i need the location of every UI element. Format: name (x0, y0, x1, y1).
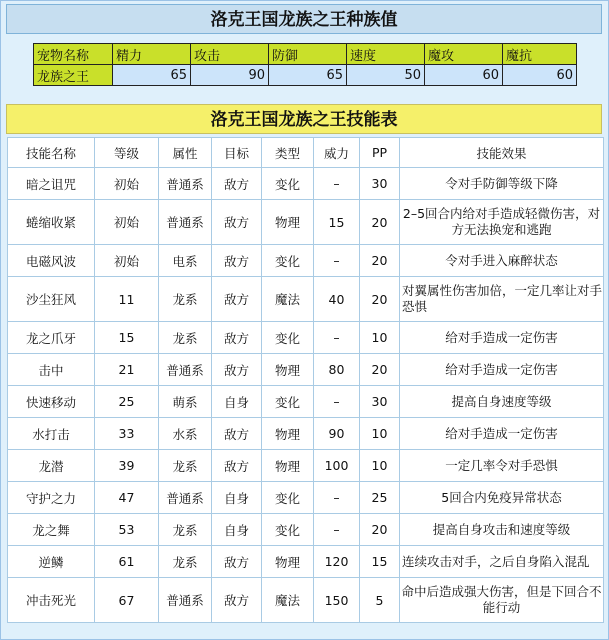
skill-name-cell: 暗之诅咒 (8, 168, 95, 200)
pp-cell: 15 (360, 546, 400, 578)
stats-value-row (34, 65, 577, 86)
table-row (8, 277, 604, 322)
column-header: 类型 (262, 138, 314, 168)
column-header: 威力 (314, 138, 360, 168)
level-cell: 初始 (95, 200, 159, 245)
pp-cell: 25 (360, 482, 400, 514)
table-row (8, 322, 604, 354)
table-row (8, 418, 604, 450)
pp-cell: 10 (360, 418, 400, 450)
level-cell: 初始 (95, 245, 159, 277)
element-cell: 普通系 (159, 354, 212, 386)
column-header: 等级 (95, 138, 159, 168)
power-cell: 90 (314, 418, 360, 450)
type-cell: 变化 (262, 514, 314, 546)
effect-cell: 对翼属性伤害加倍，一定几率让对手恐惧 (400, 277, 604, 322)
pp-cell: 20 (360, 514, 400, 546)
stats-table (33, 43, 577, 86)
pp-cell: 10 (360, 322, 400, 354)
type-cell: 物理 (262, 354, 314, 386)
skill-name-cell: 龙之爪牙 (8, 322, 95, 354)
power-cell: – (314, 168, 360, 200)
stat-value-cell: 60 (503, 65, 577, 86)
element-cell: 普通系 (159, 200, 212, 245)
level-cell: 25 (95, 386, 159, 418)
element-cell: 水系 (159, 418, 212, 450)
type-cell: 变化 (262, 245, 314, 277)
effect-cell: 一定几率令对手恐惧 (400, 450, 604, 482)
element-cell: 普通系 (159, 482, 212, 514)
effect-cell: 提高自身速度等级 (400, 386, 604, 418)
stats-header-cell: 攻击 (191, 44, 269, 65)
element-cell: 龙系 (159, 450, 212, 482)
effect-cell: 命中后造成强大伤害，但是下回合不能行动 (400, 578, 604, 623)
pet-name-cell: 龙族之王 (34, 65, 113, 86)
element-cell: 龙系 (159, 546, 212, 578)
skill-name-cell: 快速移动 (8, 386, 95, 418)
power-cell: 150 (314, 578, 360, 623)
type-cell: 变化 (262, 168, 314, 200)
pp-cell: 20 (360, 245, 400, 277)
pp-cell: 20 (360, 200, 400, 245)
effect-cell: 给对手造成一定伤害 (400, 354, 604, 386)
target-cell: 自身 (212, 482, 262, 514)
element-cell: 龙系 (159, 514, 212, 546)
table-row (8, 450, 604, 482)
type-cell: 物理 (262, 200, 314, 245)
table-row (8, 386, 604, 418)
effect-cell: 2–5回合内给对手造成轻微伤害，对方无法换宠和逃跑 (400, 200, 604, 245)
skill-name-cell: 守护之力 (8, 482, 95, 514)
power-cell: 120 (314, 546, 360, 578)
type-cell: 变化 (262, 482, 314, 514)
target-cell: 自身 (212, 514, 262, 546)
level-cell: 67 (95, 578, 159, 623)
effect-cell: 令对手进入麻醉状态 (400, 245, 604, 277)
column-header: 技能名称 (8, 138, 95, 168)
skill-name-cell: 电磁风波 (8, 245, 95, 277)
type-cell: 魔法 (262, 277, 314, 322)
skill-name-cell: 冲击死光 (8, 578, 95, 623)
stat-value-cell: 65 (113, 65, 191, 86)
stat-value-cell: 90 (191, 65, 269, 86)
target-cell: 敌方 (212, 354, 262, 386)
effect-cell: 给对手造成一定伤害 (400, 322, 604, 354)
skill-name-cell: 击中 (8, 354, 95, 386)
stats-header-cell: 魔攻 (425, 44, 503, 65)
target-cell: 敌方 (212, 277, 262, 322)
level-cell: 33 (95, 418, 159, 450)
type-cell: 物理 (262, 450, 314, 482)
target-cell: 敌方 (212, 168, 262, 200)
level-cell: 初始 (95, 168, 159, 200)
level-cell: 11 (95, 277, 159, 322)
type-cell: 变化 (262, 322, 314, 354)
skill-name-cell: 龙之舞 (8, 514, 95, 546)
target-cell: 敌方 (212, 200, 262, 245)
table-row (8, 578, 604, 623)
stats-title: 洛克王国龙族之王种族值 (6, 4, 602, 34)
element-cell: 普通系 (159, 168, 212, 200)
power-cell: – (314, 514, 360, 546)
skill-name-cell: 龙潜 (8, 450, 95, 482)
target-cell: 敌方 (212, 450, 262, 482)
stat-value-cell: 65 (269, 65, 347, 86)
column-header: PP (360, 138, 400, 168)
level-cell: 15 (95, 322, 159, 354)
skills-header-row (8, 138, 604, 168)
pp-cell: 20 (360, 277, 400, 322)
table-row (8, 245, 604, 277)
skill-name-cell: 蜷缩收紧 (8, 200, 95, 245)
power-cell: – (314, 322, 360, 354)
power-cell: 80 (314, 354, 360, 386)
stats-header-cell: 魔抗 (503, 44, 577, 65)
stats-header-cell: 宠物名称 (34, 44, 113, 65)
type-cell: 魔法 (262, 578, 314, 623)
type-cell: 物理 (262, 418, 314, 450)
element-cell: 普通系 (159, 578, 212, 623)
level-cell: 39 (95, 450, 159, 482)
pp-cell: 5 (360, 578, 400, 623)
stat-value-cell: 50 (347, 65, 425, 86)
table-row (8, 168, 604, 200)
element-cell: 龙系 (159, 322, 212, 354)
skills-table (7, 137, 604, 623)
table-row (8, 200, 604, 245)
column-header: 属性 (159, 138, 212, 168)
power-cell: 15 (314, 200, 360, 245)
skill-name-cell: 水打击 (8, 418, 95, 450)
table-row (8, 354, 604, 386)
effect-cell: 连续攻击对手，之后自身陷入混乱 (400, 546, 604, 578)
target-cell: 敌方 (212, 578, 262, 623)
type-cell: 物理 (262, 546, 314, 578)
stat-value-cell: 60 (425, 65, 503, 86)
target-cell: 敌方 (212, 245, 262, 277)
target-cell: 自身 (212, 386, 262, 418)
element-cell: 萌系 (159, 386, 212, 418)
effect-cell: 5回合内免疫异常状态 (400, 482, 604, 514)
pp-cell: 30 (360, 168, 400, 200)
power-cell: 100 (314, 450, 360, 482)
target-cell: 敌方 (212, 546, 262, 578)
stats-header-cell: 速度 (347, 44, 425, 65)
pp-cell: 30 (360, 386, 400, 418)
level-cell: 47 (95, 482, 159, 514)
power-cell: – (314, 482, 360, 514)
element-cell: 龙系 (159, 277, 212, 322)
level-cell: 61 (95, 546, 159, 578)
column-header: 技能效果 (400, 138, 604, 168)
effect-cell: 给对手造成一定伤害 (400, 418, 604, 450)
target-cell: 敌方 (212, 322, 262, 354)
power-cell: – (314, 245, 360, 277)
stats-header-row (34, 44, 577, 65)
table-row (8, 514, 604, 546)
stats-header-cell: 精力 (113, 44, 191, 65)
skill-name-cell: 逆鳞 (8, 546, 95, 578)
column-header: 目标 (212, 138, 262, 168)
skill-name-cell: 沙尘狂风 (8, 277, 95, 322)
power-cell: 40 (314, 277, 360, 322)
table-row (8, 482, 604, 514)
pp-cell: 10 (360, 450, 400, 482)
pp-cell: 20 (360, 354, 400, 386)
power-cell: – (314, 386, 360, 418)
type-cell: 变化 (262, 386, 314, 418)
stats-header-cell: 防御 (269, 44, 347, 65)
table-row (8, 546, 604, 578)
skills-title: 洛克王国龙族之王技能表 (6, 104, 602, 134)
level-cell: 21 (95, 354, 159, 386)
target-cell: 敌方 (212, 418, 262, 450)
effect-cell: 提高自身攻击和速度等级 (400, 514, 604, 546)
element-cell: 电系 (159, 245, 212, 277)
level-cell: 53 (95, 514, 159, 546)
effect-cell: 令对手防御等级下降 (400, 168, 604, 200)
